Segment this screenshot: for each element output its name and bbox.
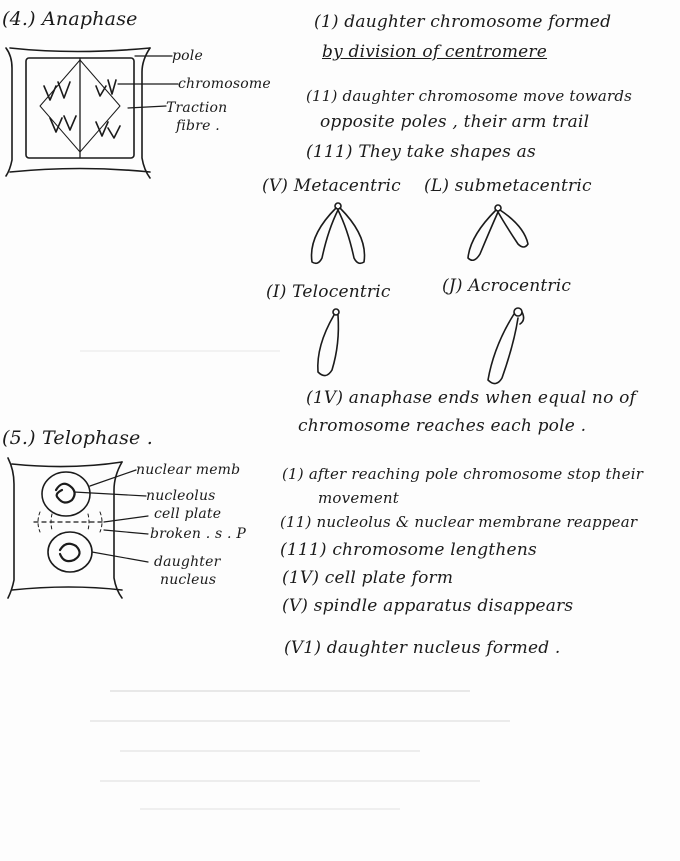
telophase-point-5: (V) spindle apparatus disappears bbox=[282, 596, 574, 616]
telophase-point-4: (1V) cell plate form bbox=[282, 568, 454, 588]
anaphase-point-2-line-2: opposite poles , their arm trail bbox=[320, 112, 590, 132]
nucleolus-label: nucleolus bbox=[146, 488, 216, 504]
telophase-heading: (5.) Telophase . bbox=[2, 427, 153, 449]
telophase-point-2: (11) nucleolus & nuclear membrane reappear bbox=[280, 513, 638, 531]
daughter-nucleus-label-line-2: nucleus bbox=[160, 572, 217, 588]
metacentric-label: (V) Metacentric bbox=[262, 176, 401, 196]
telophase-point-1-line-1: (1) after reaching pole chromosome stop their bbox=[282, 465, 644, 483]
anaphase-point-4-line-1: (1V) anaphase ends when equal no of bbox=[306, 388, 637, 408]
anaphase-heading: (4.) Anaphase bbox=[2, 8, 138, 30]
anaphase-point-2-line-1: (11) daughter chromosome move towards bbox=[306, 87, 633, 105]
telophase-point-6: (V1) daughter nucleus formed . bbox=[284, 638, 561, 658]
cell-plate-label: cell plate bbox=[154, 506, 222, 522]
nuclear-membrane-label: nuclear memb bbox=[136, 462, 241, 478]
acrocentric-label: (J) Acrocentric bbox=[442, 276, 572, 296]
pole-label: pole bbox=[172, 48, 203, 64]
traction-label-line-1: Traction bbox=[166, 100, 228, 116]
anaphase-point-1-line-1: (1) daughter chromosome formed bbox=[314, 12, 612, 32]
submetacentric-label: (L) submetacentric bbox=[424, 176, 592, 196]
telocentric-label: (I) Telocentric bbox=[266, 282, 391, 302]
daughter-nucleus-label-line-1: daughter bbox=[154, 554, 221, 570]
telophase-point-1-line-2: movement bbox=[318, 489, 399, 507]
anaphase-point-4-line-2: chromosome reaches each pole . bbox=[298, 416, 587, 436]
traction-label-line-2: fibre . bbox=[176, 118, 220, 134]
anaphase-point-1-line-2: by division of centromere bbox=[322, 42, 548, 62]
chromosome-label: chromosome bbox=[178, 76, 271, 92]
anaphase-point-3: (111) They take shapes as bbox=[306, 142, 536, 162]
telophase-point-3: (111) chromosome lengthens bbox=[280, 540, 537, 560]
broken-spindle-label: broken . s . P bbox=[150, 526, 246, 542]
